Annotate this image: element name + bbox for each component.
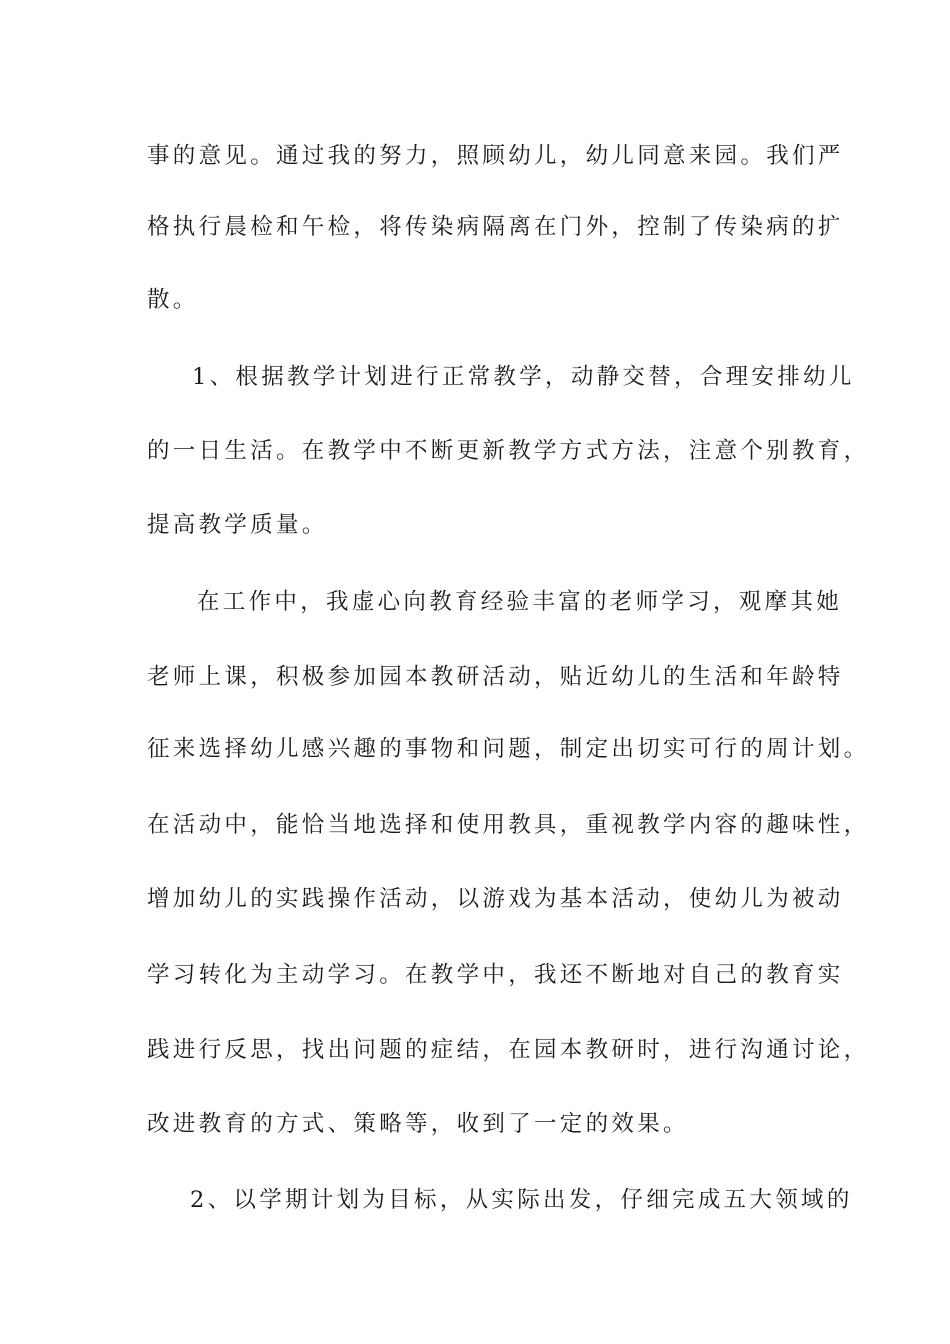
text-line: 践进行反思，找出问题的症结，在园本教研时，进行沟通讨论， xyxy=(147,1037,870,1063)
text-line: 格执行晨检和午检，将传染病隔离在门外，控制了传染病的扩 xyxy=(147,214,844,240)
paragraph-1-first-line: 1、根据教学计划进行正常教学，动静交替，合理安排幼儿 xyxy=(192,364,855,390)
text-line: 散。 xyxy=(147,287,199,313)
text-line: 在活动中，能恰当地选择和使用教具，重视教学内容的趣味性， xyxy=(147,812,870,838)
text-line: 提高教学质量。 xyxy=(147,512,328,538)
text-line: 增加幼儿的实践操作活动，以游戏为基本活动，使幼儿为被动 xyxy=(147,886,844,912)
text-line: 学习转化为主动学习。在教学中，我还不断地对自己的教育实 xyxy=(147,962,844,988)
text-line: 的一日生活。在教学中不断更新教学方式方法，注意个别教育， xyxy=(147,438,870,464)
text-line: 事的意见。通过我的努力，照顾幼儿，幼儿同意来园。我们严 xyxy=(147,143,844,169)
paragraph-first-line: 在工作中，我虚心向教育经验丰富的老师学习，观摩其她 xyxy=(197,589,843,615)
text-line: 改进教育的方式、策略等，收到了一定的效果。 xyxy=(147,1111,689,1137)
paragraph-2-first-line: 2、以学期计划为目标，从实际出发，仔细完成五大领域的 xyxy=(190,1187,853,1213)
text-line: 老师上课，积极参加园本教研活动，贴近幼儿的生活和年龄特 xyxy=(147,664,844,690)
text-line: 征来选择幼儿感兴趣的事物和问题，制定出切实可行的周计划。 xyxy=(147,736,870,762)
